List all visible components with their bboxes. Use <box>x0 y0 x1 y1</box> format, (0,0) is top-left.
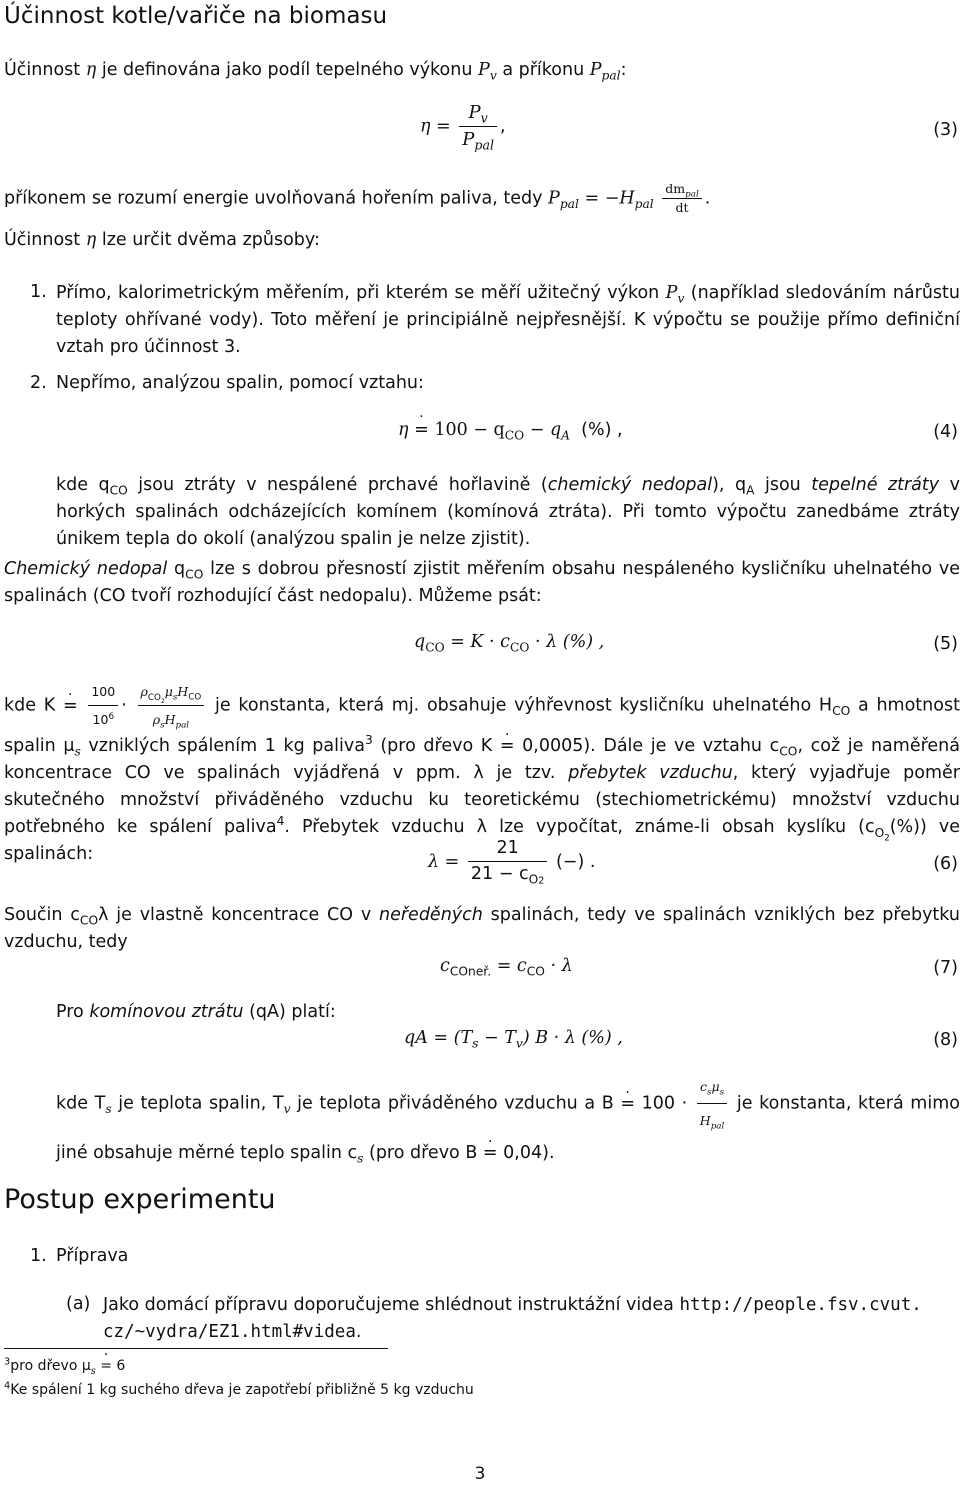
prikon-frac-num-sub: pal <box>685 189 699 200</box>
equation-8-number: (8) <box>933 1030 958 1050</box>
eq7-c: · λ <box>544 956 573 976</box>
equation-8 <box>404 1026 623 1051</box>
eq3-denominator: P <box>462 129 475 151</box>
chem-a: Chemický nedopal <box>4 559 168 579</box>
k-i: . Přebytek vzduchu λ lze vypočítat, známe-li obsah kyslíku <box>284 817 847 837</box>
k-f: , což je naměřená koncentrace CO ve spalinách vyjádřená v ppm. λ je tzv. <box>4 736 960 783</box>
eq8-a: qA = (T <box>404 1028 473 1048</box>
list-item-2: Nepřímo, analýzou spalin, pomocí vztahu: <box>56 373 424 393</box>
intro-text-c: a příkonu <box>502 60 585 80</box>
footnote-4-text: Ke spálení 1 kg suchého dřeva je zapotřebí přibližně 5 kg vzduchu <box>10 1382 474 1398</box>
eq6-tail: (−) . <box>555 851 596 872</box>
eq3-den-sub: pal <box>474 137 495 153</box>
ts-a-sub: s <box>105 1102 112 1116</box>
ts-frac-num: c <box>699 1079 707 1094</box>
item1-text-a: Přímo, kalorimetrickým měřením, při kterém se měří užitečný výkon <box>56 283 660 303</box>
losses-g: v horkých spalinách odcházejících komínem (komínová ztráta). Při tomto výpočtu zanedbáme ztráty únikem tepla do okolí (analýzou spalin je nelze zjistit). <box>56 475 960 549</box>
k-j-sub2: 2 <box>884 832 890 843</box>
ts-frac-num-mu-s: s <box>719 1087 725 1098</box>
equation-5 <box>414 630 604 655</box>
eq6-den-sub: O <box>528 872 539 887</box>
eq6-den-sub2: 2 <box>538 875 545 887</box>
eq4-sub1: CO <box>504 428 525 443</box>
footnote-3: $^3$pro dřevo $\mu_s$ · = 6 <box>4 1356 125 1376</box>
ts-e: je konstanta, která mimo jiné obsahuje měrné teplo spalin c <box>56 1093 960 1163</box>
step-1a-label: (a) <box>66 1294 91 1314</box>
footnote-ref-3: 3 <box>364 733 373 748</box>
video-link-part1[interactable]: http://people.fsv.cvut. <box>679 1295 922 1315</box>
step-1a-text <box>103 1292 960 1346</box>
k-frac2-den: ρ <box>152 712 161 727</box>
losses-b: jsou ztráty v nespálené prchavé hořlavině ( <box>138 475 548 495</box>
k-c: a hmotnost spalin μ <box>4 695 960 756</box>
footnote-3-text: pro dřevo μ <box>10 1358 91 1374</box>
product-a: Součin c <box>4 905 80 925</box>
chem-b: q <box>174 559 186 579</box>
list-item-1-number: 1. <box>30 282 47 302</box>
ts-g: 0,04). <box>503 1143 555 1163</box>
losses-a: kde q <box>56 475 110 495</box>
flue-c: (qA) platí: <box>249 1002 336 1022</box>
eq8-c: ) B · λ (%) , <box>522 1028 623 1048</box>
prikon-paragraph <box>4 180 710 217</box>
k-j: (c <box>858 817 875 837</box>
eq7-sub1: COneř. <box>449 964 492 979</box>
prikon-text: příkonem se rozumí energie uvolňovaná hořením paliva, tedy <box>4 188 543 209</box>
k-k: (%)) <box>889 817 927 837</box>
equation-7-number: (7) <box>933 958 958 978</box>
losses-d: ), q <box>712 475 747 495</box>
eq4-d: (%) , <box>581 420 623 440</box>
footnote-3-sub: s <box>90 1365 96 1377</box>
eq5-a: q <box>414 632 426 652</box>
paragraph-flue-loss <box>56 1000 336 1025</box>
k-c-sub: s <box>74 744 81 759</box>
equation-3 <box>420 100 506 153</box>
k-a: kde K <box>4 695 56 716</box>
step-1a-end: . <box>355 1322 362 1342</box>
losses-sub1: CO <box>109 483 128 498</box>
ts-frac-num-mu: μ <box>711 1079 720 1094</box>
equation-5-number: (5) <box>933 634 958 654</box>
equation-4-number: (4) <box>933 422 958 442</box>
k-frac1-sup: 6 <box>108 711 115 722</box>
ways-paragraph: Účinnost η lze určit dvěma způsoby: <box>4 230 320 250</box>
product-c: neředěných <box>379 905 483 925</box>
k-frac2-den-h: H <box>164 712 176 727</box>
footnote-4 <box>4 1380 474 1400</box>
paragraph-chemical <box>4 556 960 610</box>
equation-7 <box>440 954 573 979</box>
prikon-formula-sub2: pal <box>634 197 654 212</box>
eq5-c: · λ (%) , <box>529 632 605 652</box>
eq3-lhs: η = <box>420 116 451 137</box>
eq5-sub2: CO <box>509 640 530 655</box>
prikon-formula-sub: pal <box>559 197 579 212</box>
chem-c: lze s dobrou přesností zjistit měřením obsahu nespáleného kysličníku uhelnatého ve spalinách (CO tvoří rozhodující část nedopalu). Můžeme psát: <box>4 559 960 606</box>
k-j-sub: O <box>874 825 885 840</box>
step-1-number: 1. <box>30 1246 47 1266</box>
prikon-frac-num: dm <box>665 181 686 196</box>
k-e-sub: CO <box>779 744 798 759</box>
losses-f: tepelné ztráty <box>811 475 940 495</box>
k-g: přebytek vzduchu <box>568 763 733 783</box>
k-frac2-mu: μ <box>164 684 173 699</box>
k-frac1-num: 100 <box>88 678 118 706</box>
eq5-sub1: CO <box>425 640 445 655</box>
eq6-lhs: λ = <box>428 851 460 872</box>
video-link-part2[interactable]: cz/~vydra/EZ1.html#videa <box>103 1322 356 1342</box>
step-1-label: Příprava <box>56 1246 129 1266</box>
ts-f: (pro dřevo B <box>369 1143 478 1163</box>
eq7-sub2: CO <box>526 964 545 979</box>
paragraph-constant-k: kde K · = $\frac{100}{10^6}$ · $\frac{\rho_{CO_2}\mu_sH_{CO}}{\rho_sH_{pal}}$ je konstanta, která mj. obsahuje výhřevnost kysličníku uhelnatého $H_{CO}$ a hmotnost spalin $\mu_s$ vzniklých spálením 1 kg paliva$^3$ (pro dřevo K · = 0,0005). Dále je ve vztahu $c_{CO}$, což je naměřená koncentrace CO ve spalinách vyjádřená v ppm. λ je tzv. přebytek vzduchu, který vyjadřuje poměr skutečného množství přiváděného vzduchu ku teoretickému (stechiometrickému) množství vzduchu potřebného ke spálení paliva$^4$. Přebytek vzduchu λ lze vypočítat, známe-li obsah kyslíku $(c_{O_2}(\%))$ ve spalinách: <box>4 678 960 868</box>
eq8-s2: v <box>515 1036 523 1051</box>
eq6-denominator: 21 − c <box>470 864 529 885</box>
eq8-s1: s <box>472 1036 479 1051</box>
page-number: 3 <box>474 1464 486 1484</box>
list-item-2-number: 2. <box>30 373 47 393</box>
product-sub: CO <box>79 913 99 928</box>
eq3-numerator: P <box>468 102 481 123</box>
k-h: , který vyjadřuje poměr skutečného množství přiváděného vzduchu ku teoretickému (stechiometrickému) množství vzduchu potřebného ke spálení paliva <box>4 763 960 837</box>
eq5-b: = K · c <box>444 632 510 652</box>
ways-text-a: Účinnost <box>4 230 81 250</box>
eq3-num-sub: v <box>480 110 488 126</box>
k-frac2-den-sub: pal <box>175 720 190 731</box>
ts-e-sub: s <box>357 1151 364 1166</box>
losses-sub2: A <box>746 483 755 498</box>
ts-frac-den-sub: pal <box>710 1121 725 1132</box>
ts-a: kde T <box>56 1093 106 1114</box>
eq3-tail: , <box>500 116 506 137</box>
equation-3-number: (3) <box>933 120 958 140</box>
footnote-3-mark: 3 <box>4 1356 11 1368</box>
chem-sub: CO <box>185 567 204 582</box>
k-frac1-den: 10 <box>92 712 109 727</box>
prikon-tail: . <box>704 188 711 209</box>
eq6-numerator: 21 <box>468 836 547 862</box>
footnote-3-val: 6 <box>116 1358 126 1374</box>
k-l: ve spalinách: <box>4 817 960 864</box>
k-b-sub: CO <box>832 704 851 718</box>
ts-frac-num-s: s <box>706 1087 712 1098</box>
section-2-title: Postup experimentu <box>4 1184 276 1215</box>
losses-e: jsou <box>764 475 801 495</box>
paragraph-product <box>4 902 960 956</box>
k-e2: 0,0005). Dále je ve vztahu c <box>522 736 780 756</box>
eq4-c: − q <box>524 420 562 440</box>
eq8-b: − T <box>478 1028 516 1048</box>
paragraph-temperatures: kde $T_s$ je teplota spalin, $T_v$ je teplota přiváděného vzduchu a B · = 100 · $\frac{c_s\mu_s}{H_{pal}}$ je konstanta, která mimo jiné obsahuje měrné teplo spalin $c_s$ (pro dřevo B · = 0,04). <box>56 1070 960 1170</box>
eq7-b: = c <box>491 956 527 976</box>
k-frac2-num: ρ <box>140 684 148 699</box>
k-frac2-h: H <box>177 684 189 699</box>
footnote-4-mark: 4 <box>4 1380 11 1392</box>
eq4-b: 100 − q <box>434 420 505 440</box>
equation-6-number: (6) <box>933 854 958 874</box>
k-d: vzniklých spálením 1 kg paliva <box>88 736 365 756</box>
step-1a-body: Jako domácí přípravu doporučujeme shlédnout instruktážní videa <box>103 1295 674 1315</box>
ways-text-b: lze určit dvěma způsoby: <box>101 230 320 250</box>
footnote-rule <box>4 1348 388 1349</box>
ts-b: je teplota spalin, T <box>118 1093 284 1114</box>
losses-c: chemický nedopal <box>547 475 713 495</box>
k-e: (pro dřevo K <box>380 736 493 756</box>
ts-b-sub: v <box>283 1102 291 1116</box>
ts-frac-den: H <box>699 1113 711 1128</box>
intro-paragraph: Účinnost η je definována jako podíl tepelného výkonu $P_v$ a příkonu $P_{pal}$: <box>4 60 627 83</box>
item1-text-b: (například sledováním nárůstu teploty ohřívané vody). Toto měření je principiálně nejpřesnější. K výpočtu se použije přímo definiční vztah pro účinnost 3. <box>56 283 960 357</box>
ts-c: je teplota přiváděného vzduchu a B <box>297 1093 614 1114</box>
k-b: je konstanta, která mj. obsahuje výhřevnost kysličníku uhelnatého H <box>215 695 833 716</box>
flue-a: Pro <box>56 1002 84 1022</box>
equation-6 <box>428 836 595 888</box>
product-b: λ je vlastně koncentrace CO v <box>98 905 372 925</box>
eq7-a: c <box>440 956 450 976</box>
prikon-frac-den: dt <box>675 200 689 216</box>
paragraph-losses <box>56 472 960 553</box>
product-d: spalinách, tedy ve spalinách vzniklých bez přebytku vzduchu, tedy <box>4 905 960 952</box>
footnote-ref-4: 4 <box>276 814 285 829</box>
intro-text-a: Účinnost <box>4 60 81 80</box>
eq4-sub2: A <box>561 428 571 443</box>
intro-text-b: je definována jako podíl tepelného výkonu <box>101 60 473 80</box>
list-item-1: Přímo, kalorimetrickým měřením, při kterém se měří užitečný výkon $P_v$ (například sledováním nárůstu teploty ohřívané vody). Toto měření je principiálně nejpřesnější. K výpočtu se použije přímo definiční vztah pro účinnost 3. <box>56 283 960 357</box>
prikon-formula-a: P <box>548 188 560 209</box>
eq4-eta: η <box>398 420 409 440</box>
ts-d: 100 · <box>641 1093 688 1114</box>
section-title: Účinnost kotle/vařiče na biomasu <box>4 3 388 29</box>
equation-4: η · = $100 - q_{CO} - q_A$ (%) , <box>398 418 623 443</box>
prikon-formula-b: = −H <box>584 188 635 209</box>
flue-b: komínovou ztrátu <box>89 1002 244 1022</box>
